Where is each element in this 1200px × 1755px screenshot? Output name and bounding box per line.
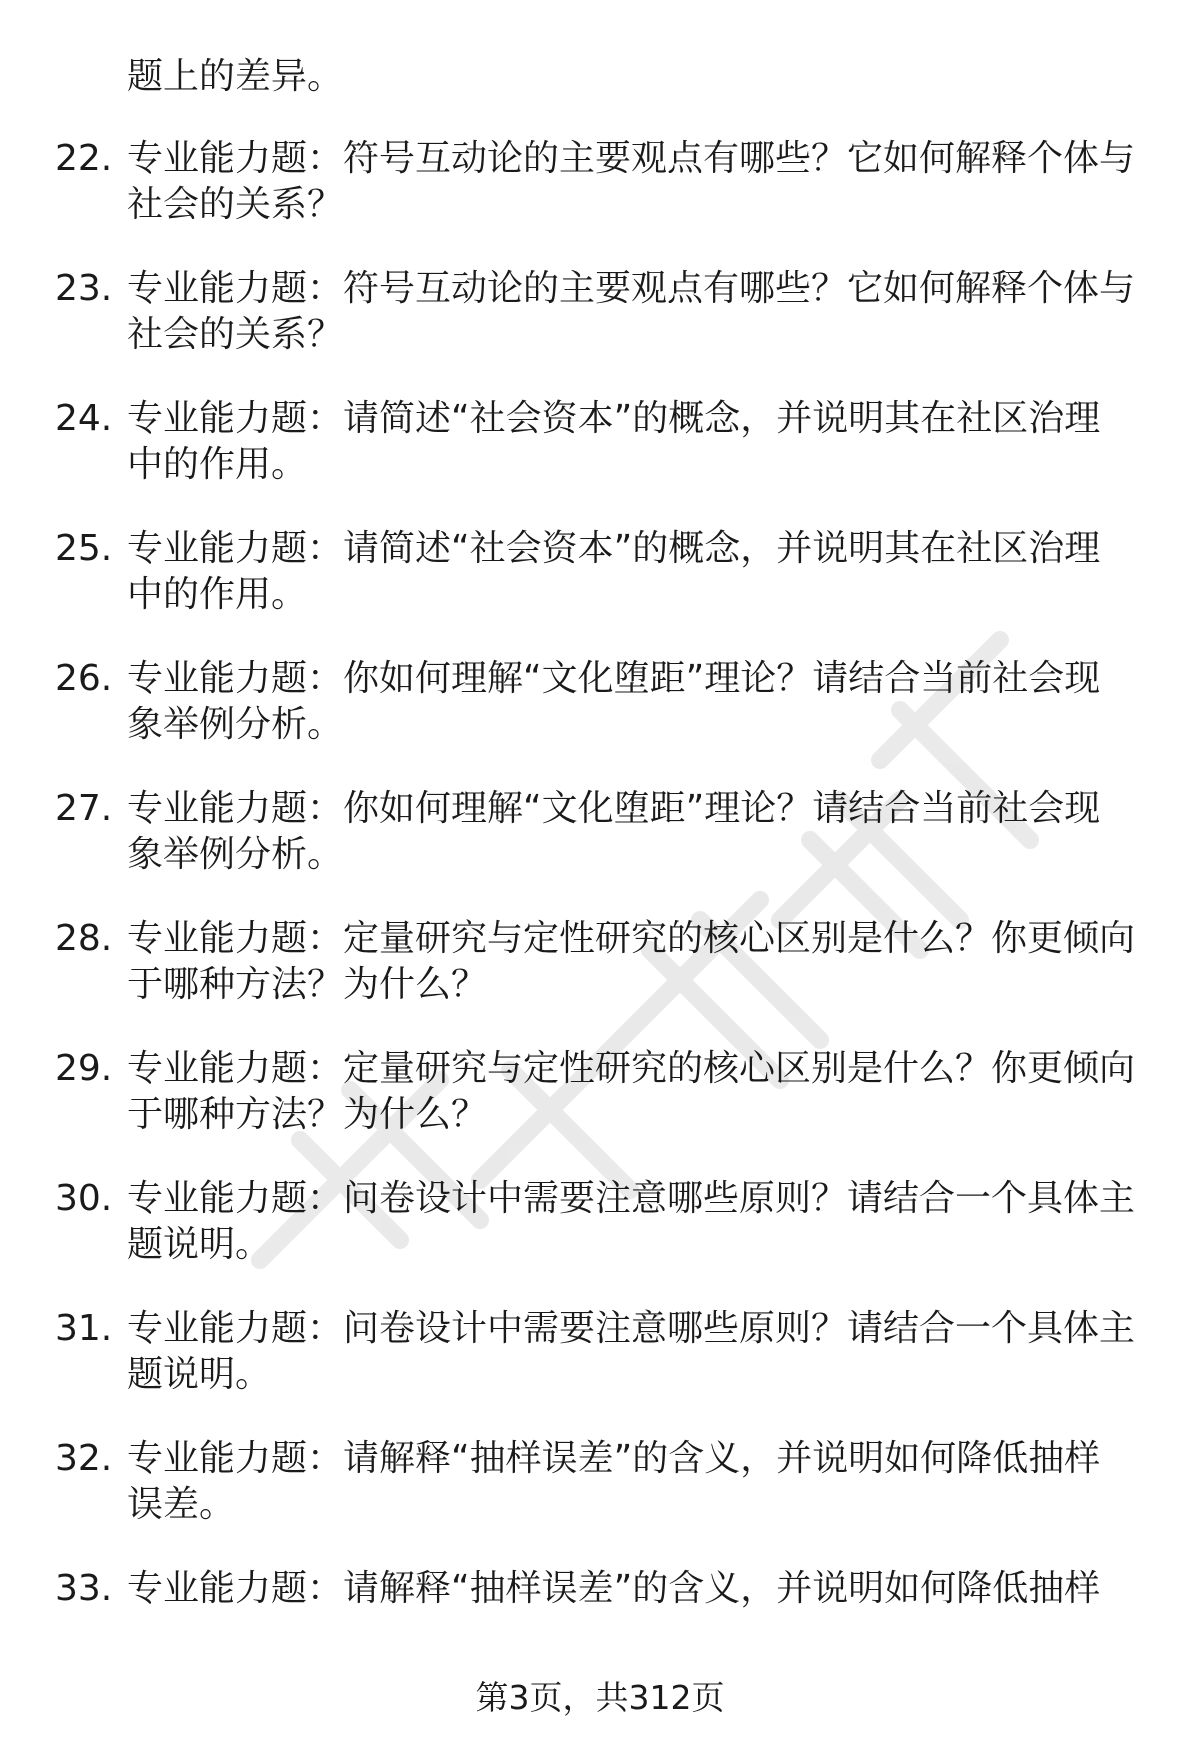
question-item bbox=[55, 136, 1145, 228]
question-text-line: 象举例分析。 bbox=[127, 704, 344, 745]
question-text-line: 社会的关系？ bbox=[127, 184, 344, 225]
question-item bbox=[55, 1176, 1145, 1268]
question-number: 31. bbox=[55, 1308, 113, 1349]
question-number: 23. bbox=[55, 268, 113, 309]
question-item bbox=[55, 396, 1145, 488]
question-item bbox=[55, 1306, 1145, 1398]
question-list bbox=[55, 136, 1145, 1612]
page-footer: 第3页，共312页 bbox=[475, 1678, 725, 1717]
question-number: 26. bbox=[55, 658, 113, 699]
question-text-line: 专业能力题：定量研究与定性研究的核心区别是什么？你更倾向 bbox=[127, 918, 1136, 959]
question-item bbox=[55, 786, 1145, 878]
question-number: 28. bbox=[55, 918, 113, 959]
question-text-line: 专业能力题：请解释“抽样误差”的含义，并说明如何降低抽样 bbox=[127, 1438, 1101, 1479]
question-text-line: 专业能力题：请简述“社会资本”的概念，并说明其在社区治理 bbox=[127, 398, 1101, 439]
question-item bbox=[55, 526, 1145, 618]
question-number: 25. bbox=[55, 528, 113, 569]
question-item bbox=[55, 1566, 1145, 1612]
question-text-line: 专业能力题：定量研究与定性研究的核心区别是什么？你更倾向 bbox=[127, 1048, 1136, 1089]
question-item bbox=[55, 656, 1145, 748]
question-text-line: 于哪种方法？为什么？ bbox=[127, 964, 488, 1005]
question-text-line: 于哪种方法？为什么？ bbox=[127, 1094, 488, 1135]
question-number: 33. bbox=[55, 1568, 113, 1609]
question-text-line: 社会的关系？ bbox=[127, 314, 344, 355]
question-text-line: 中的作用。 bbox=[127, 574, 308, 615]
question-text-line: 专业能力题：符号互动论的主要观点有哪些？它如何解释个体与 bbox=[127, 138, 1136, 179]
question-number: 22. bbox=[55, 138, 113, 179]
question-item bbox=[55, 1436, 1145, 1528]
question-item bbox=[55, 916, 1145, 1008]
question-content bbox=[55, 52, 1145, 1650]
question-text-line: 专业能力题：请解释“抽样误差”的含义，并说明如何降低抽样 bbox=[127, 1568, 1101, 1609]
question-number: 24. bbox=[55, 398, 113, 439]
question-number: 27. bbox=[55, 788, 113, 829]
question-text-line: 象举例分析。 bbox=[127, 834, 344, 875]
question-item bbox=[55, 1046, 1145, 1138]
question-text-line: 专业能力题：你如何理解“文化堕距”理论？请结合当前社会现 bbox=[127, 788, 1101, 829]
question-number: 30. bbox=[55, 1178, 113, 1219]
question-text-line: 专业能力题：你如何理解“文化堕距”理论？请结合当前社会现 bbox=[127, 658, 1101, 699]
question-text-line: 中的作用。 bbox=[127, 444, 308, 485]
question-text-line: 专业能力题：问卷设计中需要注意哪些原则？请结合一个具体主 bbox=[127, 1178, 1136, 1219]
question-text-line: 专业能力题：问卷设计中需要注意哪些原则？请结合一个具体主 bbox=[127, 1308, 1136, 1349]
question-item bbox=[55, 266, 1145, 358]
continuation-text: 题上的差异。 bbox=[127, 56, 344, 97]
question-text-line: 题说明。 bbox=[127, 1354, 272, 1395]
question-text-line: 题说明。 bbox=[127, 1224, 272, 1265]
question-text-line: 专业能力题：请简述“社会资本”的概念，并说明其在社区治理 bbox=[127, 528, 1101, 569]
question-number: 29. bbox=[55, 1048, 113, 1089]
question-text-line: 误差。 bbox=[127, 1484, 236, 1525]
question-number: 32. bbox=[55, 1438, 113, 1479]
question-text-line: 专业能力题：符号互动论的主要观点有哪些？它如何解释个体与 bbox=[127, 268, 1136, 309]
